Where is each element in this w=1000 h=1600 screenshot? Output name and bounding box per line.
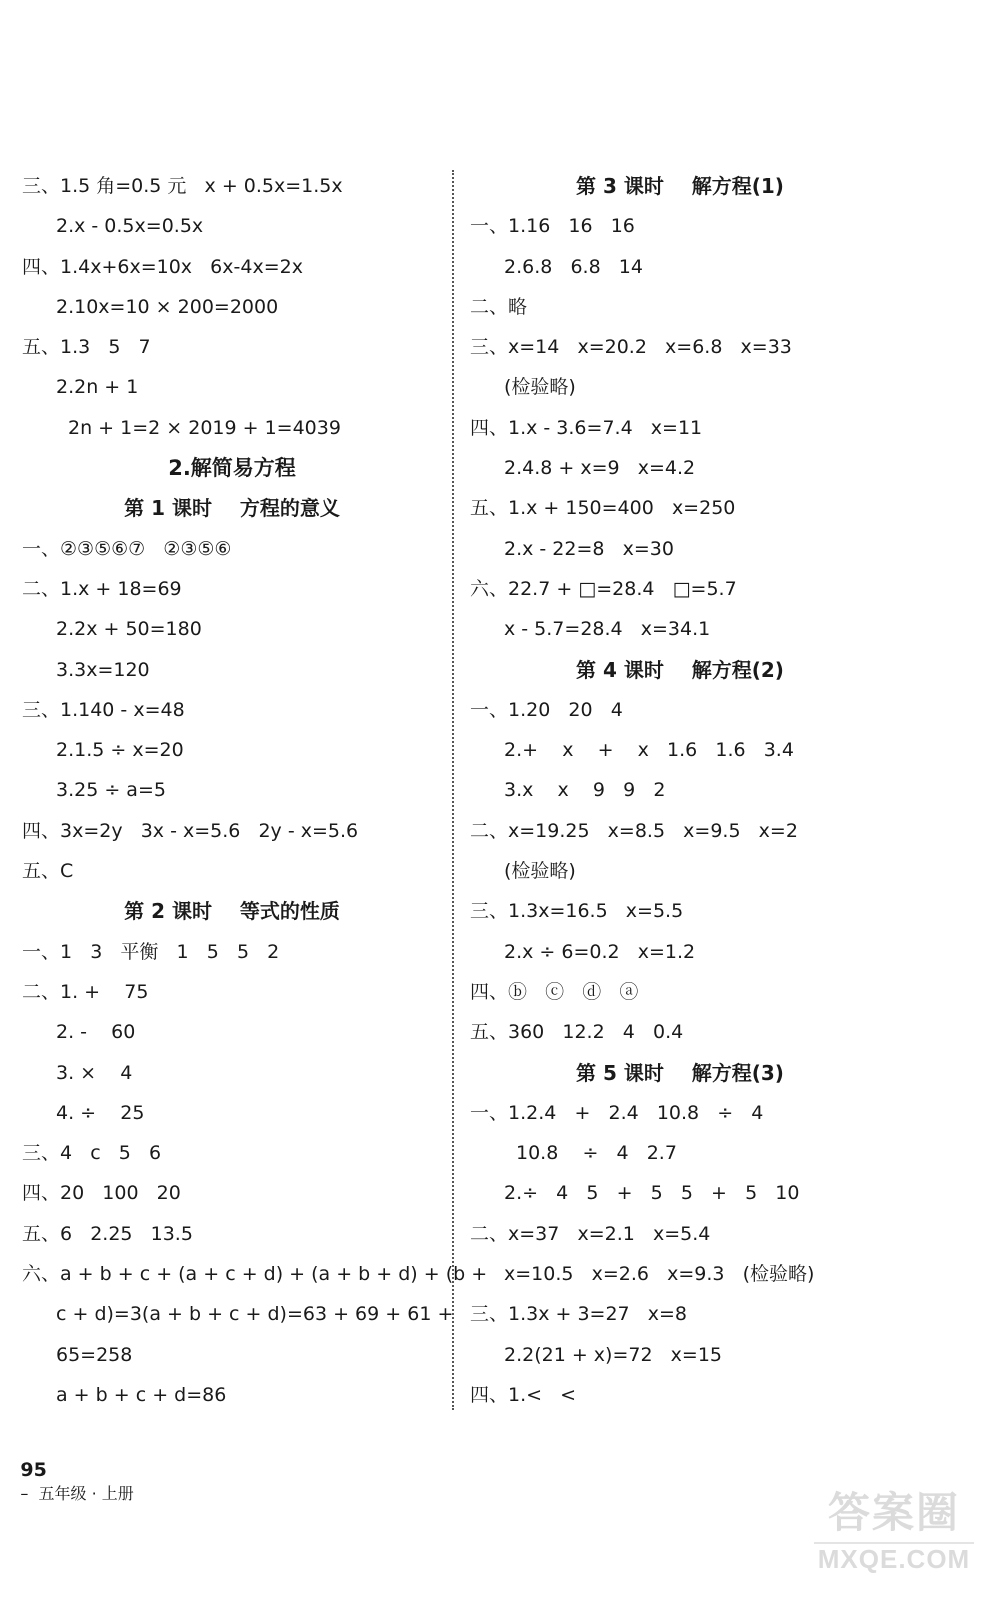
answer-line: 四、1.x - 3.6=7.4 x=11 [470, 416, 703, 439]
sub-answer-line: (检验略) [504, 860, 576, 883]
section-title: 第 2 课时 等式的性质 [124, 899, 340, 924]
answer-line: 二、略 [470, 295, 528, 318]
sub-answer-line: 3. × 4 [56, 1061, 133, 1084]
sub-answer-line: 2. - 60 [56, 1021, 136, 1044]
answer-line: 五、6 2.25 13.5 [22, 1222, 193, 1245]
sub-answer-line: 2.6.8 6.8 14 [504, 255, 643, 278]
answer-line: 四、3x=2y 3x - x=5.6 2y - x=5.6 [22, 819, 359, 842]
answer-line: 五、1.x + 150=400 x=250 [470, 497, 736, 520]
sub-answer-line: 3.3x=120 [56, 658, 150, 681]
answer-line: 六、22.7 + □=28.4 □=5.7 [470, 577, 737, 600]
watermark-site: MXQE.COM [817, 1544, 971, 1574]
sub-answer-line: 2.x ÷ 6=0.2 x=1.2 [504, 940, 696, 963]
answer-line: 五、360 12.2 4 0.4 [470, 1021, 684, 1044]
answer-line: 二、x=19.25 x=8.5 x=9.5 x=2 [470, 819, 798, 842]
sub-answer-line: 2.x - 0.5x=0.5x [56, 215, 204, 238]
sub-answer-line: x=10.5 x=2.6 x=9.3 (检验略) [504, 1263, 815, 1286]
answer-line: 二、1.x + 18=69 [22, 577, 182, 600]
answer-line: 二、1. + 75 [22, 980, 149, 1003]
answer-line: 三、1.3x=16.5 x=5.5 [470, 900, 684, 923]
answer-line: 三、x=14 x=20.2 x=6.8 x=33 [470, 336, 792, 359]
sub-answer-line: 3.x x 9 9 2 [504, 779, 666, 802]
answer-line: 四、1.< < [470, 1383, 577, 1406]
answer-line: 二、x=37 x=2.1 x=5.4 [470, 1222, 711, 1245]
sub-answer-line: 2.+ x + x 1.6 1.6 3.4 [504, 739, 794, 762]
sub-answer-line: 2.2n + 1 [56, 376, 139, 399]
answer-line: 五、1.3 5 7 [22, 336, 151, 359]
answer-line: 三、1.140 - x=48 [22, 698, 185, 721]
section-title: 第 4 课时 解方程(2) [576, 657, 784, 682]
sub-answer-line: 65=258 [56, 1343, 133, 1366]
answer-line: 五、C [22, 860, 74, 883]
section-title: 第 5 课时 解方程(3) [576, 1060, 784, 1085]
answer-line: 四、ⓑ ⓒ ⓓ ⓐ [470, 980, 639, 1003]
answer-line: 三、4 c 5 6 [22, 1142, 162, 1165]
sub-answer-line: 2n + 1=2 × 2019 + 1=4039 [68, 416, 341, 439]
sub-answer-line: 3.25 ÷ a=5 [56, 779, 166, 802]
book-caption: – 五年级 · 上册 [20, 1484, 134, 1503]
answer-line: 四、20 100 20 [22, 1182, 181, 1205]
column-divider [452, 170, 454, 1410]
section-title: 2.解简易方程 [168, 456, 296, 481]
answer-line: 三、1.5 角=0.5 元 x + 0.5x=1.5x [22, 175, 343, 197]
answer-line: 一、1.16 16 16 [470, 215, 635, 238]
sub-answer-line: 2.2x + 50=180 [56, 618, 202, 641]
section-title: 第 1 课时 方程的意义 [124, 496, 340, 521]
section-title: 第 3 课时 解方程(1) [576, 174, 784, 198]
answer-line: 三、1.3x + 3=27 x=8 [470, 1303, 688, 1326]
right-column [470, 166, 890, 1415]
sub-answer-line: a + b + c + d=86 [56, 1383, 227, 1406]
sub-answer-line: 2.10x=10 × 200=2000 [56, 295, 279, 318]
sub-answer-line: 2.1.5 ÷ x=20 [56, 739, 184, 762]
sub-answer-line: 2.2(21 + x)=72 x=15 [504, 1343, 723, 1366]
page-footer [0, 1440, 134, 1523]
watermark-logo-text: 答案圈 [814, 1480, 974, 1544]
sub-answer-line: 2.4.8 + x=9 x=4.2 [504, 457, 696, 480]
page-number: 95 [20, 1459, 47, 1481]
sub-answer-line: (检验略) [504, 376, 576, 399]
sub-answer-line: x - 5.7=28.4 x=34.1 [504, 618, 711, 641]
left-column [22, 166, 488, 1415]
sub-answer-line: 10.8 ÷ 4 2.7 [516, 1142, 677, 1165]
sub-answer-line: 4. ÷ 25 [56, 1101, 145, 1124]
answer-line: 一、1.2.4 + 2.4 10.8 ÷ 4 [470, 1101, 764, 1124]
sub-answer-line: 2.x - 22=8 x=30 [504, 537, 674, 560]
answer-line: 四、1.4x+6x=10x 6x-4x=2x [22, 255, 303, 278]
answer-line: 一、1.20 20 4 [470, 698, 623, 721]
sub-answer-line: c + d)=3(a + b + c + d)=63 + 69 + 61 + [56, 1303, 454, 1326]
answer-line: 六、a + b + c + (a + c + d) + (a + b + d) + (b + [22, 1263, 488, 1286]
watermark-logo [814, 1480, 974, 1590]
sub-answer-line: 2.÷ 4 5 + 5 5 + 5 10 [504, 1182, 800, 1205]
answer-line: 一、②③⑤⑥⑦ ②③⑤⑥ [22, 537, 232, 560]
answer-line: 一、1 3 平衡 1 5 5 2 [22, 940, 280, 963]
